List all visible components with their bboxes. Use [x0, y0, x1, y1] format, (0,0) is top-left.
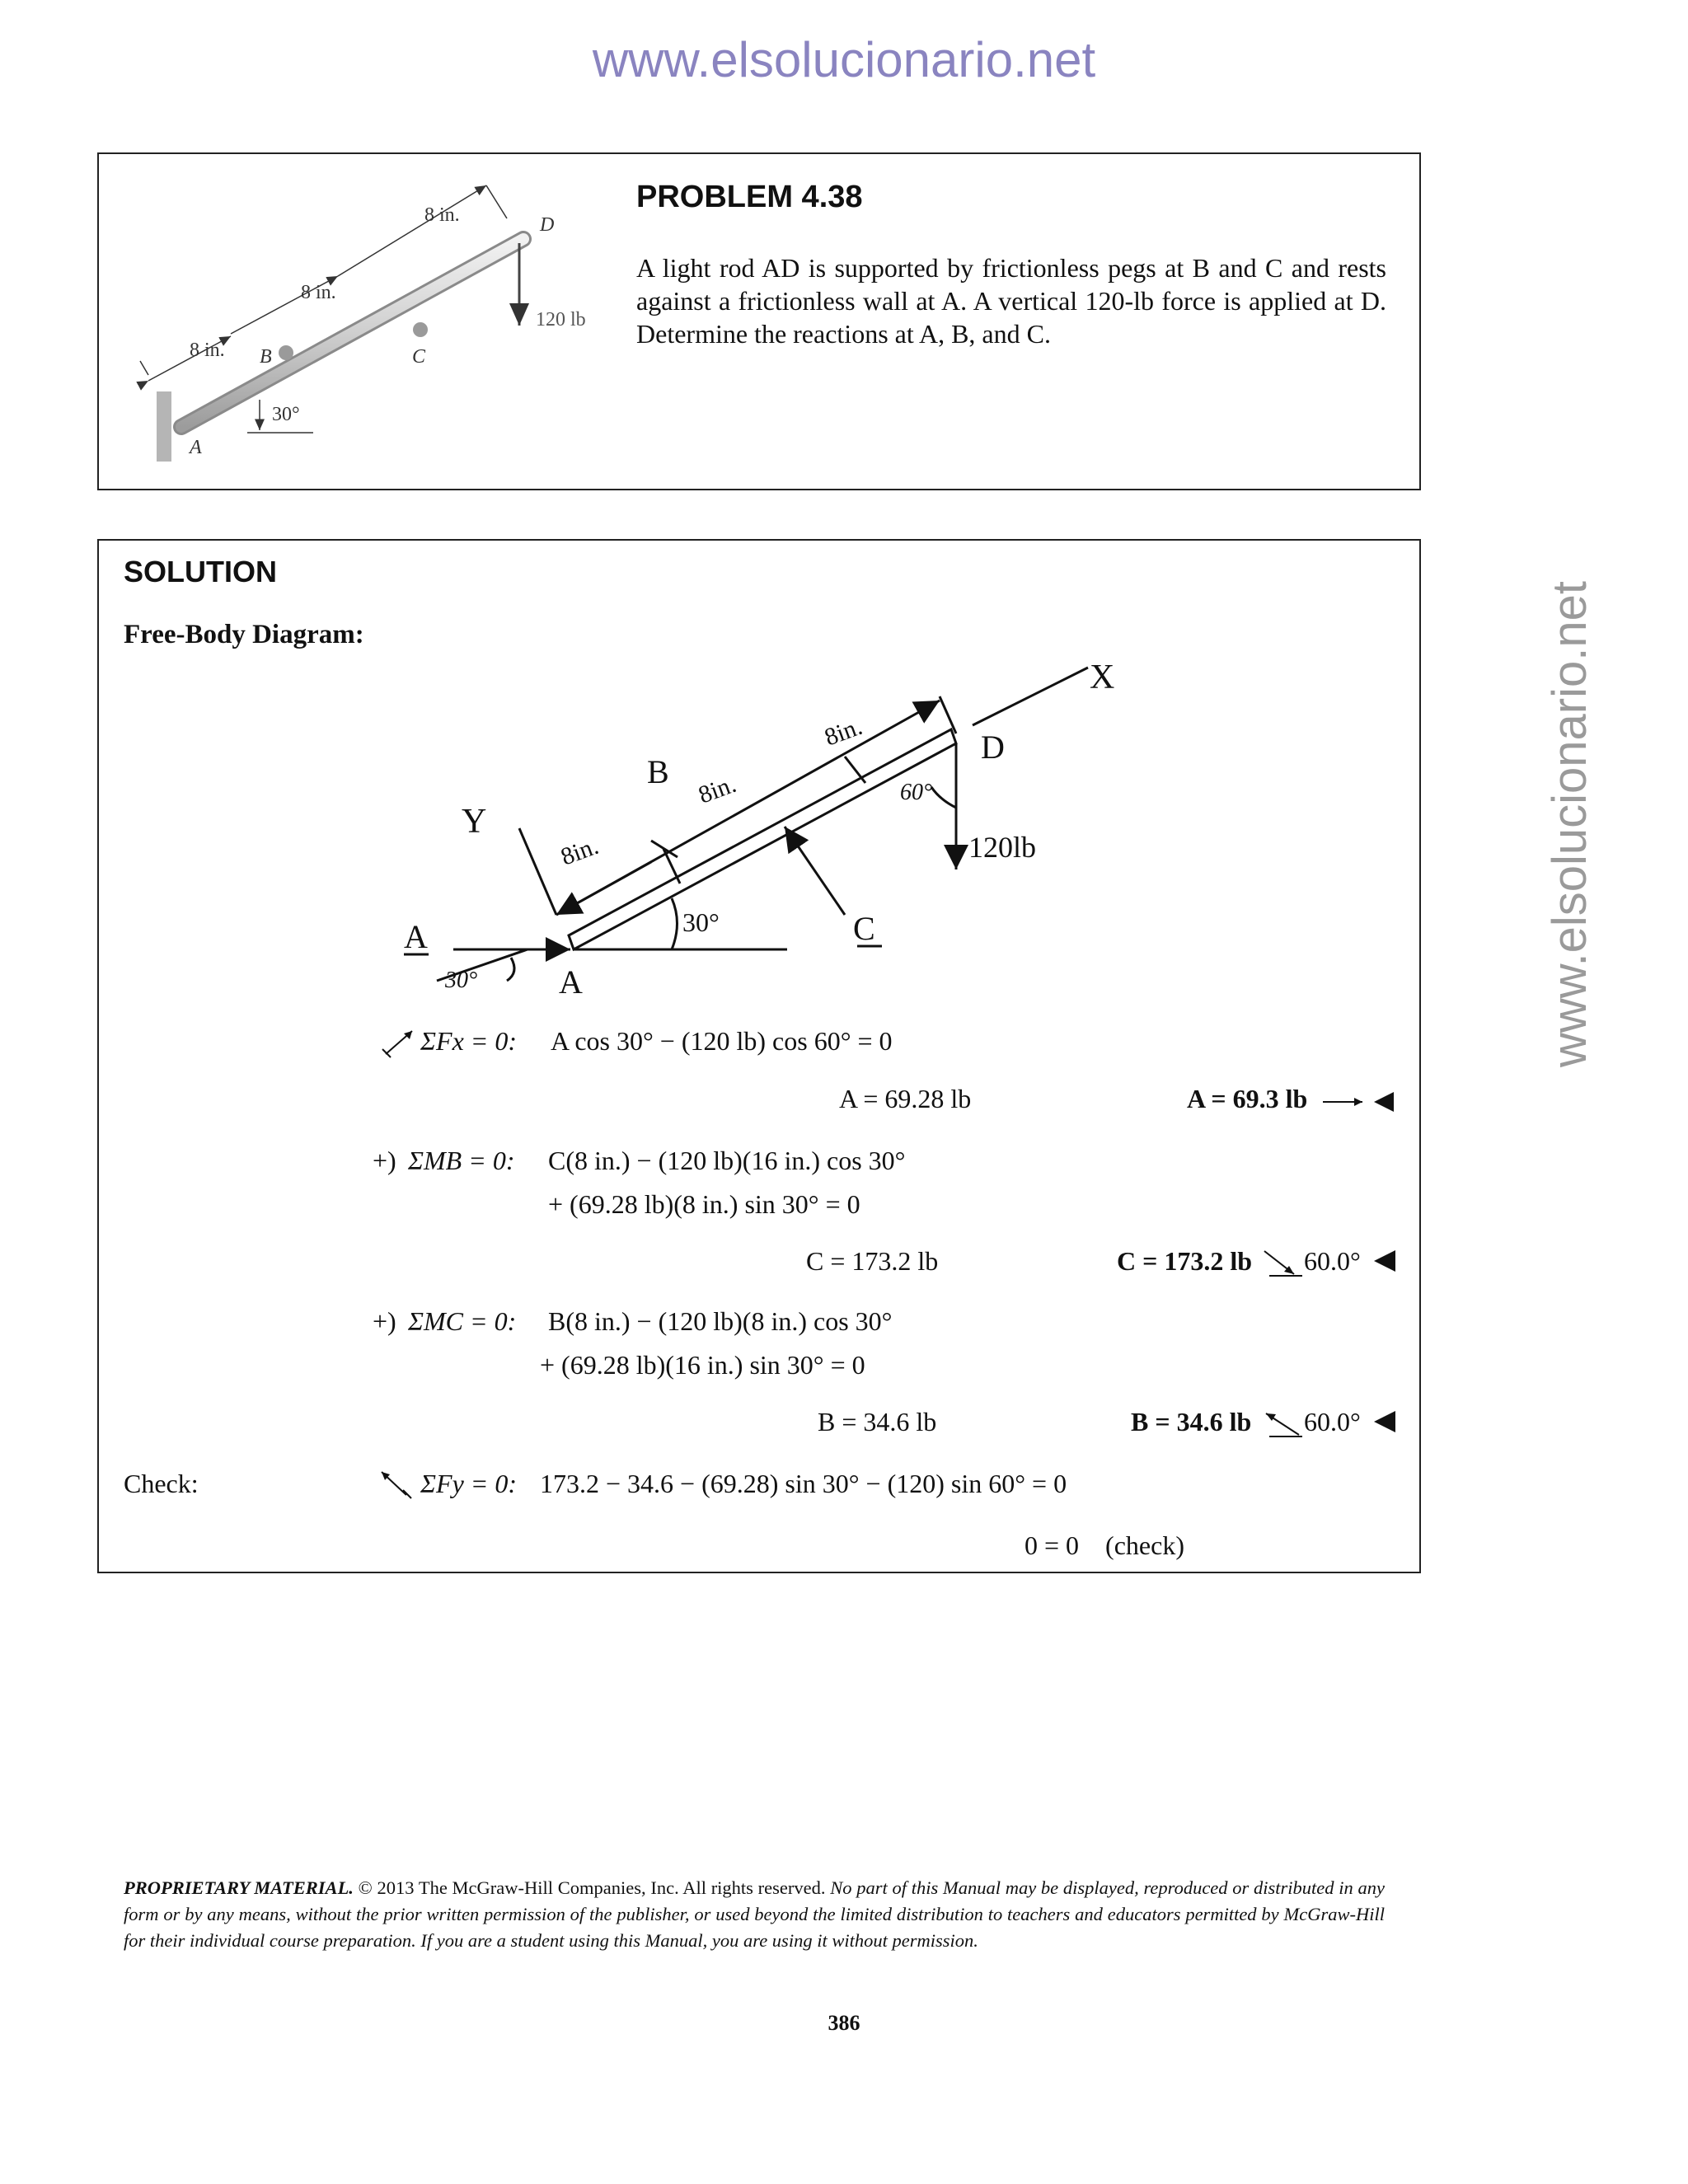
peg-c — [413, 322, 428, 337]
answer-c-marker-icon — [1372, 1249, 1397, 1273]
fbd-label-a-point: A — [559, 963, 583, 1001]
fbd-label-y: Y — [462, 803, 487, 841]
fbd-force-label: 120lb — [968, 831, 1037, 864]
eq4-lhs: ΣFy = 0: — [420, 1469, 518, 1498]
answer-c-angle: 60.0° — [1304, 1246, 1361, 1276]
fig-label-a: A — [190, 437, 202, 458]
fbd-dim-1: 8in. — [557, 832, 603, 871]
copyright-footer — [124, 1875, 1385, 1954]
fbd-angle-rod: 30° — [682, 907, 720, 937]
answer-b-angle: 60.0° — [1304, 1407, 1361, 1436]
fbd-dim-2: 8in. — [695, 770, 740, 809]
watermark-side[interactable]: www.elsolucionario.net — [1543, 581, 1597, 1067]
fig-dim-1: 8 in. — [190, 340, 225, 361]
footer-italic: No part of this Manual may be displayed, reproduced or distributed in any form or by any means, without the prior written permission of the publisher, or used beyond the limited distribution to teachers and educators permitted by McGraw-Hill for their individual course preparation. If you are a student using this Manual, you are using it without permission. — [124, 1877, 1385, 1951]
peg-b — [279, 345, 293, 360]
problem-statement: A light rod AD is supported by frictionless pegs at B and C and rests against a frictionless wall at A. A vertical 120-lb force is applied at D. Determine the reactions at A, B, and C. — [636, 253, 1386, 349]
fbd-angle-d: 60° — [900, 780, 933, 805]
eq2-lhs: ΣMB = 0: — [408, 1146, 515, 1175]
watermark-top[interactable]: www.elsolucionario.net — [592, 32, 1096, 87]
check-label: Check: — [124, 1469, 199, 1498]
eq3-lhs: ΣMC = 0: — [408, 1306, 517, 1336]
problem-figure — [124, 165, 618, 478]
footer-normal: © 2013 The McGraw-Hill Companies, Inc. All rights reserved. — [353, 1877, 831, 1898]
wall — [157, 391, 171, 462]
answer-a-arrow-icon — [1323, 1090, 1397, 1114]
fbd-angle-a: 30° — [445, 968, 478, 993]
fig-label-b: B — [260, 346, 272, 368]
fbd-label-b: B — [647, 753, 669, 790]
answer-b-marker-icon — [1372, 1409, 1397, 1434]
y-direction-arrow-icon — [375, 1467, 415, 1500]
x-direction-arrow-icon — [379, 1026, 419, 1059]
fbd-title: Free-Body Diagram: — [124, 620, 364, 649]
eq1: A cos 30° − (120 lb) cos 60° = 0 — [551, 1026, 893, 1056]
solution-title: SOLUTION — [124, 555, 277, 588]
page-number: 386 — [828, 2011, 860, 2035]
eq3-result: B = 34.6 lb — [818, 1407, 937, 1436]
fig-label-d: D — [540, 214, 555, 236]
eq3-line1: B(8 in.) − (120 lb)(8 in.) cos 30° — [548, 1306, 893, 1336]
answer-c-angle-icon — [1261, 1246, 1304, 1279]
fbd-label-c: C — [853, 910, 875, 947]
fig-angle: 30° — [272, 404, 300, 425]
answer-b-angle-icon — [1261, 1407, 1304, 1440]
eq2-line2: + (69.28 lb)(8 in.) sin 30° = 0 — [548, 1189, 860, 1219]
problem-title: PROBLEM 4.38 — [636, 180, 863, 214]
fbd-dim-3: 8in. — [821, 712, 866, 752]
eq1-lhs: ΣFx = 0: — [420, 1026, 518, 1056]
moment-c-icon: +) — [373, 1306, 396, 1336]
answer-a: A = 69.3 lb — [1187, 1084, 1308, 1113]
fbd-rod — [569, 729, 956, 949]
fbd-label-a-vector: A — [404, 918, 428, 955]
fig-dim-2: 8 in. — [301, 282, 336, 303]
eq4: 173.2 − 34.6 − (69.28) sin 30° − (120) sin 60° = 0 — [540, 1469, 1067, 1498]
fig-label-c: C — [412, 346, 426, 368]
fbd-label-x: X — [1090, 658, 1115, 696]
eq2-result: C = 173.2 lb — [806, 1246, 939, 1276]
footer-bold: PROPRIETARY MATERIAL. — [124, 1877, 354, 1898]
fig-dim-3: 8 in. — [424, 204, 460, 226]
eq2-line1: C(8 in.) − (120 lb)(16 in.) cos 30° — [548, 1146, 906, 1175]
eq1-result: A = 69.28 lb — [839, 1084, 972, 1113]
answer-b: B = 34.6 lb — [1131, 1407, 1252, 1436]
fbd-label-d: D — [981, 729, 1005, 766]
answer-c: C = 173.2 lb — [1117, 1246, 1253, 1276]
eq3-line2: + (69.28 lb)(16 in.) sin 30° = 0 — [540, 1350, 865, 1380]
fig-force-label: 120 lb — [536, 309, 586, 330]
eq4-result: 0 = 0 (check) — [1025, 1530, 1184, 1560]
moment-b-icon: +) — [373, 1146, 396, 1175]
free-body-diagram — [379, 651, 1154, 1005]
